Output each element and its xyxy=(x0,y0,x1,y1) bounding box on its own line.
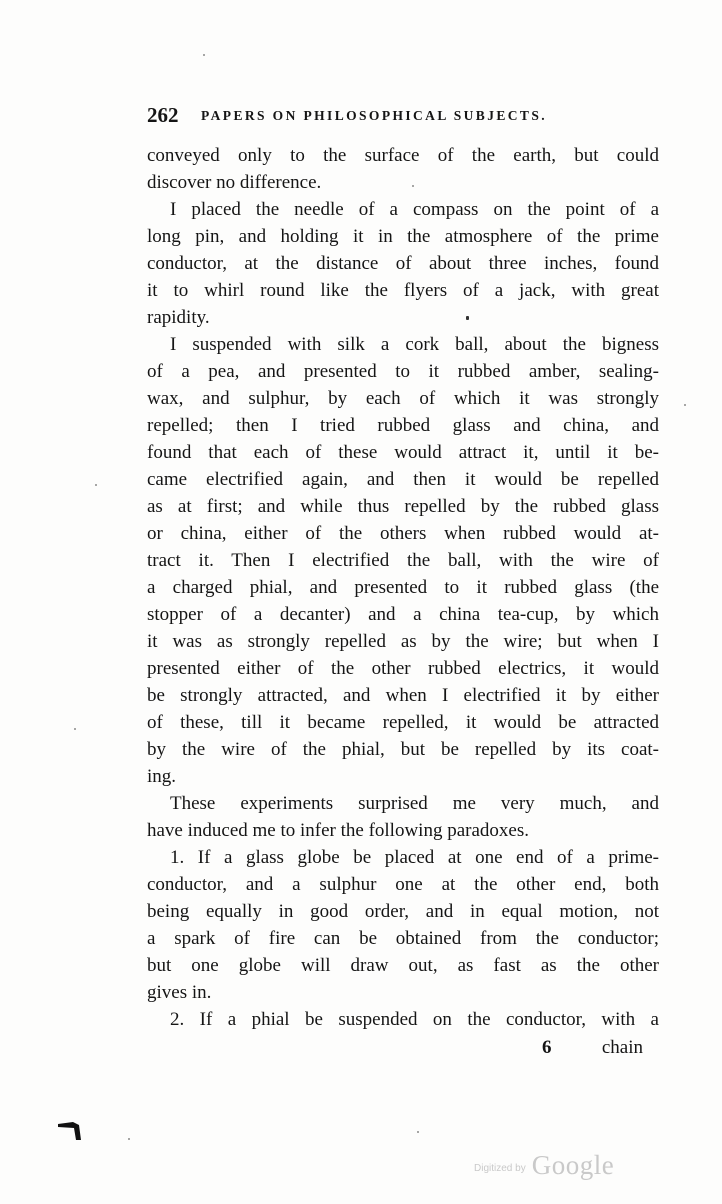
paper-speck xyxy=(74,728,76,730)
text-line: of a pea, and presented to it rubbed amber, sealing- xyxy=(147,361,659,382)
text-line: presented either of the other rubbed electrics, it would xyxy=(147,658,659,679)
text-line: a charged phial, and presented to it rubbed glass (the xyxy=(147,577,659,598)
paper-speck xyxy=(95,484,97,486)
text-line: stopper of a decanter) and a china tea-cup, by which xyxy=(147,604,659,625)
text-line: found that each of these would attract it, until it be- xyxy=(147,442,659,463)
text-line: of these, till it became repelled, it would be attracted xyxy=(147,712,659,733)
paper-speck xyxy=(684,404,686,406)
text-line: I suspended with silk a cork ball, about the bigness xyxy=(170,334,659,355)
digitized-watermark xyxy=(474,1150,614,1181)
running-title: PAPERS ON PHILOSOPHICAL SUBJECTS. xyxy=(201,108,548,123)
text-line: have induced me to infer the following paradoxes. xyxy=(147,820,529,841)
paper-speck xyxy=(417,1131,419,1133)
text-line: 1. If a glass globe be placed at one end of a prime- xyxy=(170,847,659,868)
text-line: tract it. Then I electrified the ball, with the wire of xyxy=(147,550,659,571)
text-line: gives in. xyxy=(147,982,212,1003)
text-line: These experiments surprised me very much, and xyxy=(170,793,659,814)
paper-speck xyxy=(128,1138,130,1140)
text-line: came electrified again, and then it would be repelled xyxy=(147,469,659,490)
paper-speck xyxy=(466,316,469,320)
text-line: conductor, and a sulphur one at the other end, both xyxy=(147,874,659,895)
page-number: 262 xyxy=(147,103,179,127)
text-line: long pin, and holding it in the atmosphere of the prime xyxy=(147,226,659,247)
text-line: conductor, at the distance of about three inches, found xyxy=(147,253,659,274)
watermark-prefix: Digitized by xyxy=(474,1163,526,1174)
text-line: I placed the needle of a compass on the point of a xyxy=(170,199,659,220)
body-text xyxy=(147,142,659,1033)
signature-mark: 6 xyxy=(542,1037,552,1058)
text-line: it to whirl round like the flyers of a jack, with great xyxy=(147,280,659,301)
text-line: but one globe will draw out, as fast as the other xyxy=(147,955,659,976)
text-line: wax, and sulphur, by each of which it was strongly xyxy=(147,388,659,409)
text-line: be strongly attracted, and when I electrified it by either xyxy=(147,685,659,706)
text-line: a spark of fire can be obtained from the conductor; xyxy=(147,928,659,949)
paper-speck xyxy=(203,54,205,56)
catchword: chain xyxy=(601,1037,643,1058)
text-line: conveyed only to the surface of the earth, but could xyxy=(147,145,659,166)
page-footer xyxy=(147,1037,659,1064)
watermark-brand: Google xyxy=(531,1150,615,1180)
page-header xyxy=(147,103,657,129)
text-line: 2. If a phial be suspended on the conductor, with a xyxy=(170,1009,659,1030)
text-line: ing. xyxy=(147,766,177,787)
text-line: repelled; then I tried rubbed glass and china, and xyxy=(147,415,659,436)
text-line: discover no difference. xyxy=(147,172,322,193)
text-line: being equally in good order, and in equal motion, not xyxy=(147,901,659,922)
ink-mark-icon xyxy=(57,1119,89,1141)
text-line: rapidity. xyxy=(147,307,210,328)
paper-speck xyxy=(412,185,414,187)
text-line: it was as strongly repelled as by the wire; but when I xyxy=(147,631,659,652)
text-line: or china, either of the others when rubbed would at- xyxy=(147,523,659,544)
text-line: by the wire of the phial, but be repelled by its coat- xyxy=(147,739,659,760)
text-line: as at first; and while thus repelled by the rubbed glass xyxy=(147,496,659,517)
